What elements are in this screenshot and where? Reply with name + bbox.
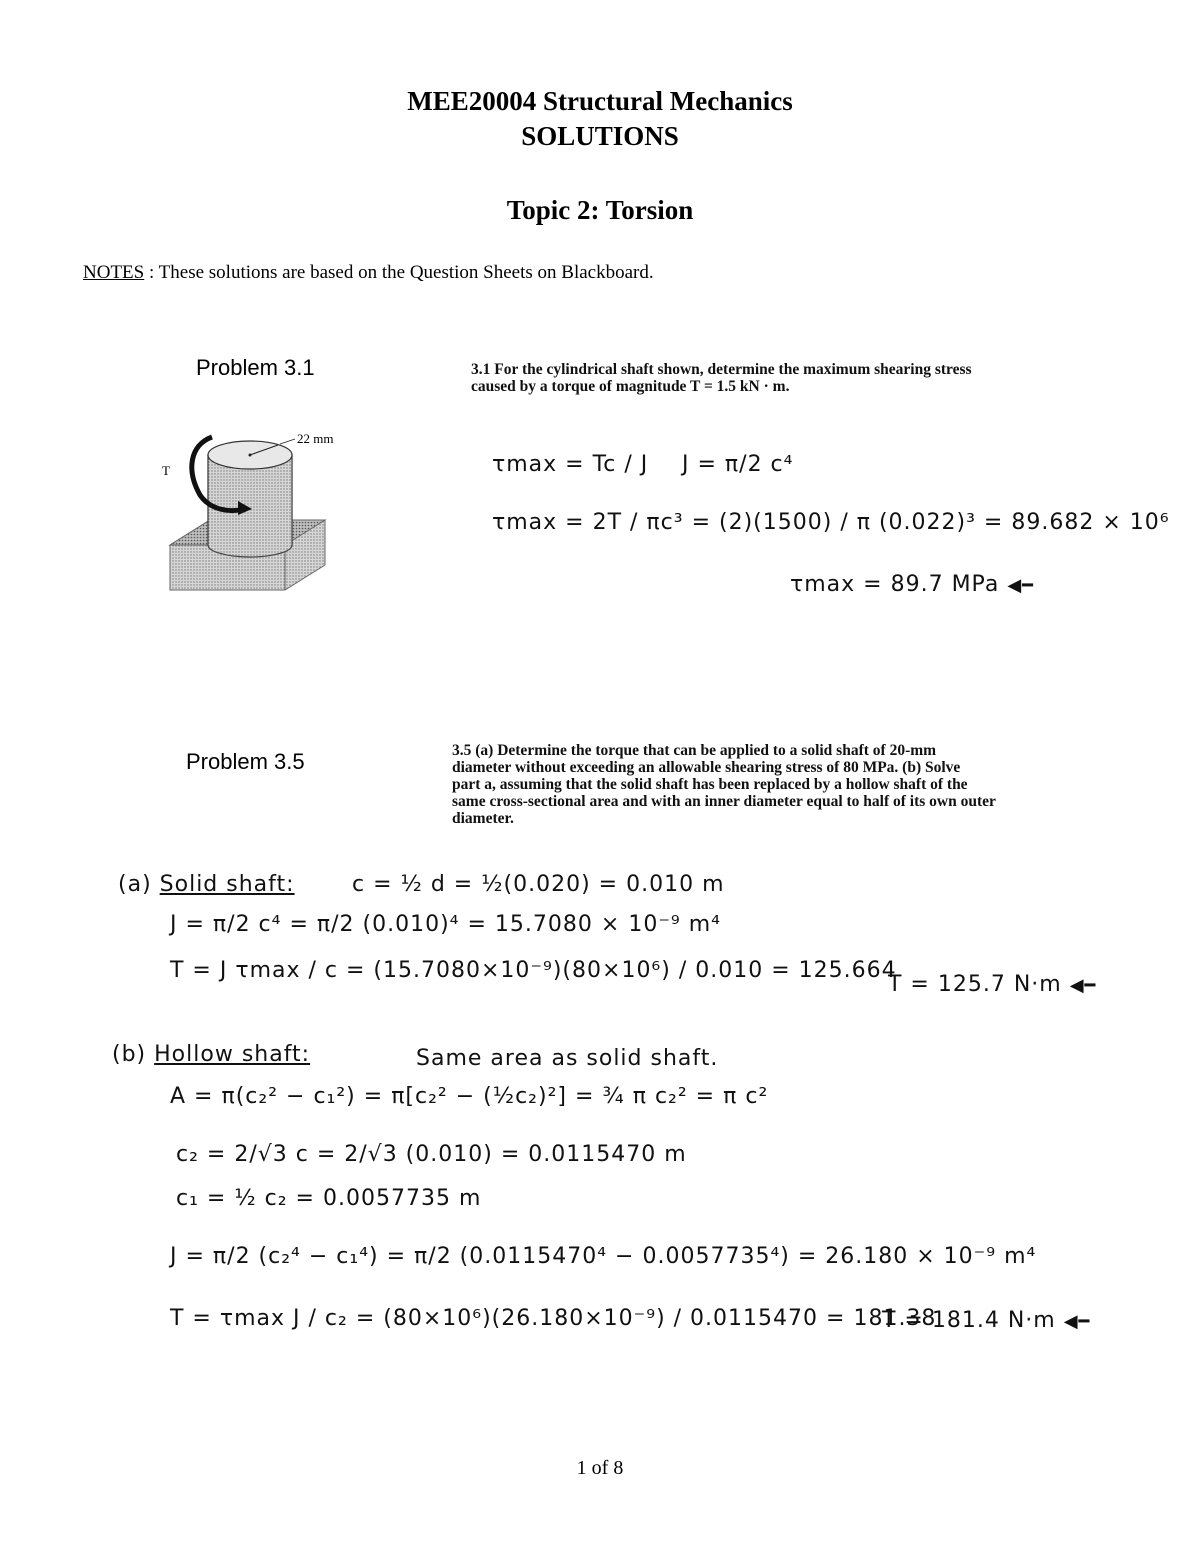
result-arrow-icon: ◀━ bbox=[1007, 575, 1035, 596]
part-b-note: Same area as solid shaft. bbox=[416, 1046, 719, 1071]
part-a-j-line: J = π/2 c⁴ = π/2 (0.010)⁴ = 15.7080 × 10⁻⁹ m⁴ bbox=[170, 912, 721, 937]
p31-formula-j: J = π/2 c⁴ bbox=[682, 452, 794, 477]
result-arrow-icon: ◀━ bbox=[1069, 975, 1097, 996]
dimension-label: 22 mm bbox=[297, 431, 334, 446]
part-a-c-line: c = ½ d = ½(0.020) = 0.010 m bbox=[352, 872, 725, 897]
notes-separator: : bbox=[144, 262, 159, 283]
topic-title: Topic 2: Torsion bbox=[506, 195, 694, 225]
p31-result bbox=[790, 572, 1034, 597]
notes-line bbox=[83, 262, 654, 284]
problem-3-1-text: For the cylindrical shaft shown, determine the maximum shearing stress bbox=[494, 361, 972, 378]
part-b-area-line: A = π(c₂² − c₁²) = π[c₂² − (½c₂)²] = ¾ π c₂² = π c² bbox=[170, 1084, 769, 1109]
p31-formula-tau: τmax = Tc / J bbox=[492, 452, 649, 477]
p31-calc-line: τmax = 2T / πc³ = (2)(1500) / π (0.022)³ = 89.682 × 10⁶ bbox=[492, 510, 1170, 535]
problem-number: 3.5 bbox=[452, 742, 472, 759]
problem-3-1-statement bbox=[471, 361, 1091, 395]
part-b-label: (b) bbox=[112, 1042, 147, 1067]
part-a-t-line: T = J τmax / c = (15.7080×10⁻⁹)(80×10⁶) / 0.010 = 125.664 bbox=[170, 958, 897, 983]
shaft-figure bbox=[160, 425, 360, 610]
problem-3-5-line: diameter. bbox=[452, 810, 514, 827]
part-a-result bbox=[888, 972, 1096, 997]
page-number: 1 of 8 bbox=[576, 1457, 624, 1479]
part-b-t-line: T = τmax J / c₂ = (80×10⁶)(26.180×10⁻⁹) / 0.0115470 = 181.38 bbox=[170, 1306, 937, 1331]
part-a-heading bbox=[118, 872, 295, 897]
result-arrow-icon: ◀━ bbox=[1063, 1311, 1091, 1332]
problem-3-5-line: same cross-sectional area and with an inner diameter equal to half of its own outer bbox=[452, 793, 996, 810]
p31-result-value: τmax = 89.7 MPa bbox=[790, 572, 1000, 597]
problem-3-5-heading: Problem 3.5 bbox=[186, 749, 305, 774]
problem-3-5-line: diameter without exceeding an allowable shearing stress of 80 MPa. (b) Solve bbox=[452, 759, 961, 776]
part-b-result-value: T = 181.4 N·m bbox=[882, 1308, 1056, 1333]
solutions-subtitle: SOLUTIONS bbox=[521, 121, 679, 151]
part-a-label: (a) bbox=[118, 872, 152, 897]
torque-label: T bbox=[162, 463, 170, 478]
problem-3-5-line: part a, assuming that the solid shaft has been replaced by a hollow shaft of the bbox=[452, 776, 968, 793]
problem-3-1-heading: Problem 3.1 bbox=[196, 355, 315, 380]
part-a-result-value: T = 125.7 N·m bbox=[888, 972, 1062, 997]
problem-3-1-line2: caused by a torque of magnitude T = 1.5 kN · m. bbox=[471, 378, 790, 395]
problem-3-5-line bbox=[452, 742, 1082, 759]
part-b-c2-line: c₂ = 2/√3 c = 2/√3 (0.010) = 0.0115470 m bbox=[176, 1142, 687, 1167]
part-b-title: Hollow shaft: bbox=[154, 1042, 311, 1067]
part-a-title: Solid shaft: bbox=[159, 872, 295, 897]
problem-3-1-line1 bbox=[471, 361, 1091, 378]
part-b-heading bbox=[112, 1042, 310, 1067]
course-title: MEE20004 Structural Mechanics bbox=[407, 86, 793, 116]
part-b-result bbox=[882, 1308, 1090, 1333]
part-b-j-line: J = π/2 (c₂⁴ − c₁⁴) = π/2 (0.0115470⁴ − 0.0057735⁴) = 26.180 × 10⁻⁹ m⁴ bbox=[170, 1244, 1037, 1269]
problem-3-5-statement bbox=[452, 742, 1082, 827]
notes-text: These solutions are based on the Question Sheets on Blackboard. bbox=[158, 262, 654, 283]
part-b-c1-line: c₁ = ½ c₂ = 0.0057735 m bbox=[176, 1186, 482, 1211]
problem-3-5-text: (a) Determine the torque that can be applied to a solid shaft of 20-mm bbox=[475, 742, 937, 759]
notes-label: NOTES bbox=[83, 262, 145, 283]
problem-number: 3.1 bbox=[471, 361, 491, 378]
